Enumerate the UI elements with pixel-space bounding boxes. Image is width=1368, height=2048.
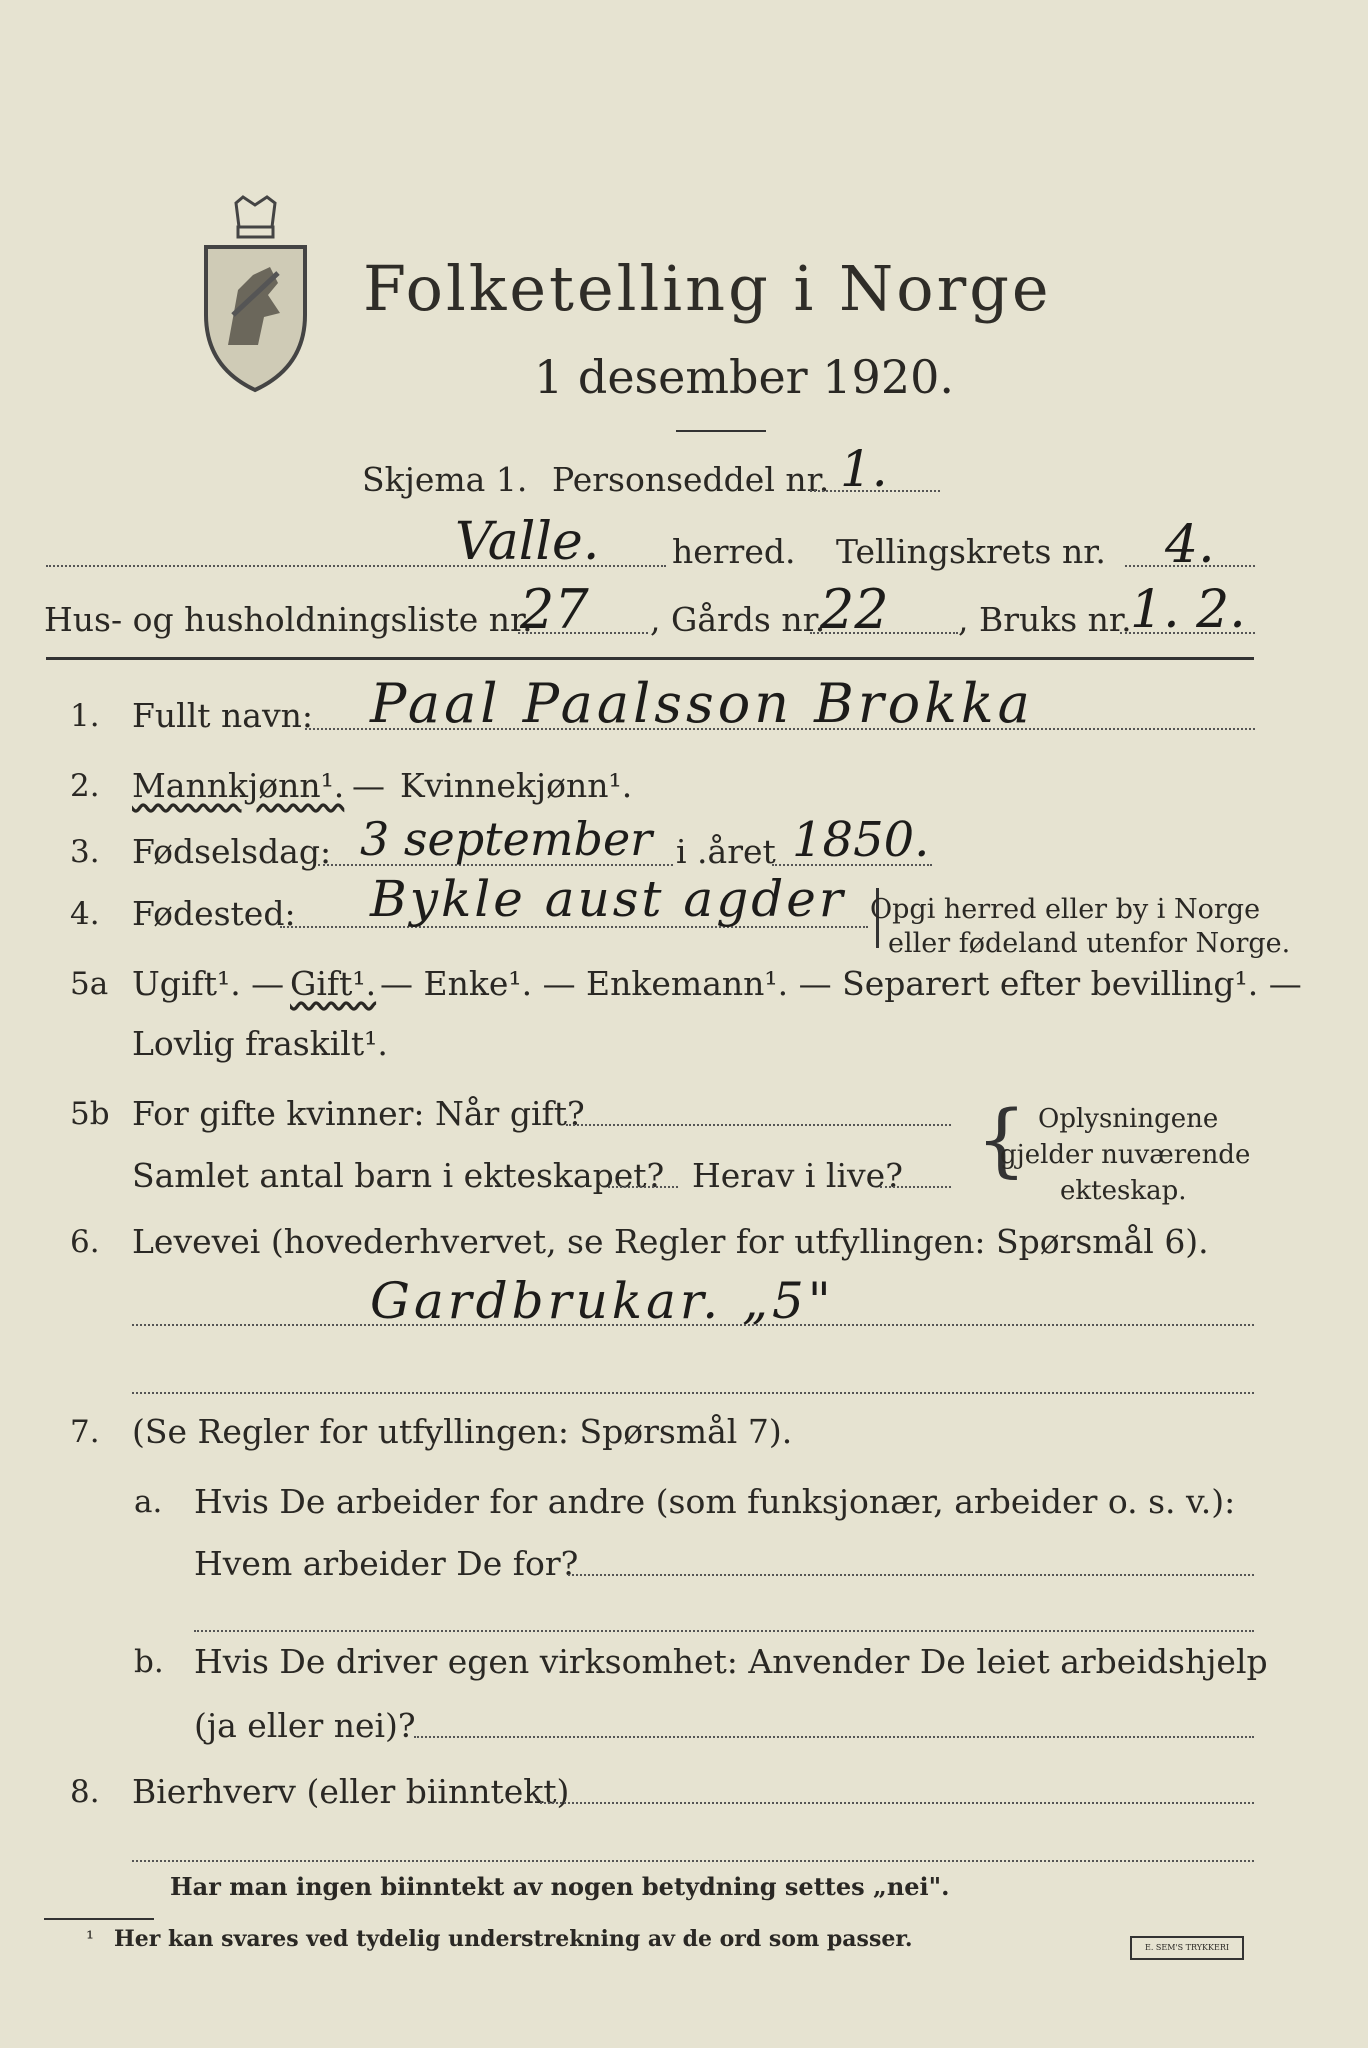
personseddel-label: Personseddel nr. (552, 460, 830, 499)
herred-label: herred. (672, 532, 796, 571)
full-name-value: Paal Paalsson Brokka (370, 672, 1034, 735)
q4-number: 4. (70, 896, 100, 932)
q5b-alive-label: Herav i live? (692, 1156, 903, 1195)
norway-coat-of-arms-icon (198, 195, 313, 395)
q6-number: 6. (70, 1224, 100, 1260)
husliste-value: 27 (520, 578, 589, 641)
footnote-mark: ¹ (86, 1926, 95, 1950)
bruks-label: , Bruks nr. (958, 600, 1132, 639)
q5a-number: 5a (70, 966, 109, 1002)
occupation-value: Gardbrukar. „5" (370, 1272, 835, 1330)
q5b-children-label: Samlet antal barn i ekteskapet? (132, 1156, 665, 1195)
gards-value: 22 (820, 578, 889, 641)
header-divider (46, 657, 1254, 660)
q4-label: Fødested: (132, 894, 296, 933)
census-date: 1 desember 1920. (534, 350, 954, 404)
q7a-line1: Hvis De arbeider for andre (som funksjonær, arbeider o. s. v.): (194, 1482, 1236, 1521)
q7b-line1: Hvis De driver egen virksomhet: Anvender De leiet arbeidshjelp (194, 1642, 1268, 1681)
q3-number: 3. (70, 834, 100, 870)
herred-value: Valle. (455, 512, 600, 572)
q1-number: 1. (70, 698, 100, 734)
printer-stamp (1130, 1936, 1244, 1960)
q4-note-line2: eller fødeland utenfor Norge. (888, 928, 1291, 959)
q5b-note-line1: Oplysningene (1038, 1104, 1219, 1134)
divorced-option: Lovlig fraskilt¹. (132, 1024, 388, 1063)
personseddel-value: 1. (840, 440, 888, 498)
tellingskrets-label: Tellingskrets nr. (836, 532, 1106, 571)
gards-label: , Gårds nr. (650, 600, 826, 639)
q5b-number: 5b (70, 1096, 110, 1132)
female-option: Kvinnekjønn¹. (400, 766, 633, 805)
q7a-number: a. (134, 1484, 163, 1520)
other-status-options: — Enke¹. — Enkemann¹. — Separert efter bevilling¹. — (380, 964, 1302, 1003)
q6-label: Levevei (hovederhvervet, se Regler for utfyllingen: Spørsmål 6). (132, 1222, 1209, 1261)
footnote-rule (44, 1918, 154, 1920)
birth-year-value: 1850. (792, 812, 930, 868)
q2-separator: — (352, 766, 385, 805)
birthday-value: 3 september (360, 812, 653, 866)
unmarried-option: Ugift¹. — (132, 964, 285, 1003)
q7b-line2: (ja eller nei)? (194, 1706, 416, 1745)
q7b-number: b. (134, 1644, 164, 1680)
q8-label: Bierhverv (eller biinntekt) (132, 1772, 570, 1811)
title-divider (676, 430, 766, 432)
q4-note-line1: Opgi herred eller by i Norge (870, 894, 1261, 925)
male-option: Mannkjønn¹. (132, 766, 345, 805)
q5b-married-when-label: For gifte kvinner: Når gift? (132, 1094, 585, 1133)
married-option: Gift¹. (290, 964, 377, 1003)
skjema-label: Skjema 1. (362, 460, 528, 499)
q5b-note-line2: gjelder nuværende (1000, 1140, 1251, 1170)
q7-number: 7. (70, 1414, 100, 1450)
footnote-text: Her kan svares ved tydelig understrekning av de ord som passer. (114, 1926, 913, 1952)
q3-label: Fødselsdag: (132, 832, 332, 871)
bruks-value: 1. 2. (1130, 580, 1246, 640)
printer-stamp-text: E. SEM'S TRYKKERI (1144, 1943, 1230, 1952)
q5b-note-line3: ekteskap. (1060, 1176, 1187, 1206)
tellingskrets-value: 4. (1165, 515, 1215, 575)
year-label: i .året (676, 832, 776, 871)
q1-label: Fullt navn: (132, 696, 313, 735)
form-title: Folketelling i Norge (363, 252, 1052, 325)
brace: { (976, 1093, 1027, 1186)
q7a-line2: Hvem arbeider De for? (194, 1544, 579, 1583)
husliste-label: Hus- og husholdningsliste nr. (44, 600, 533, 639)
q7-label: (Se Regler for utfyllingen: Spørsmål 7). (132, 1412, 793, 1451)
q2-number: 2. (70, 768, 100, 804)
birthplace-value: Bykle aust agder (370, 870, 846, 928)
income-note: Har man ingen biinntekt av nogen betydning settes „nei". (170, 1872, 950, 1901)
q8-number: 8. (70, 1774, 100, 1810)
